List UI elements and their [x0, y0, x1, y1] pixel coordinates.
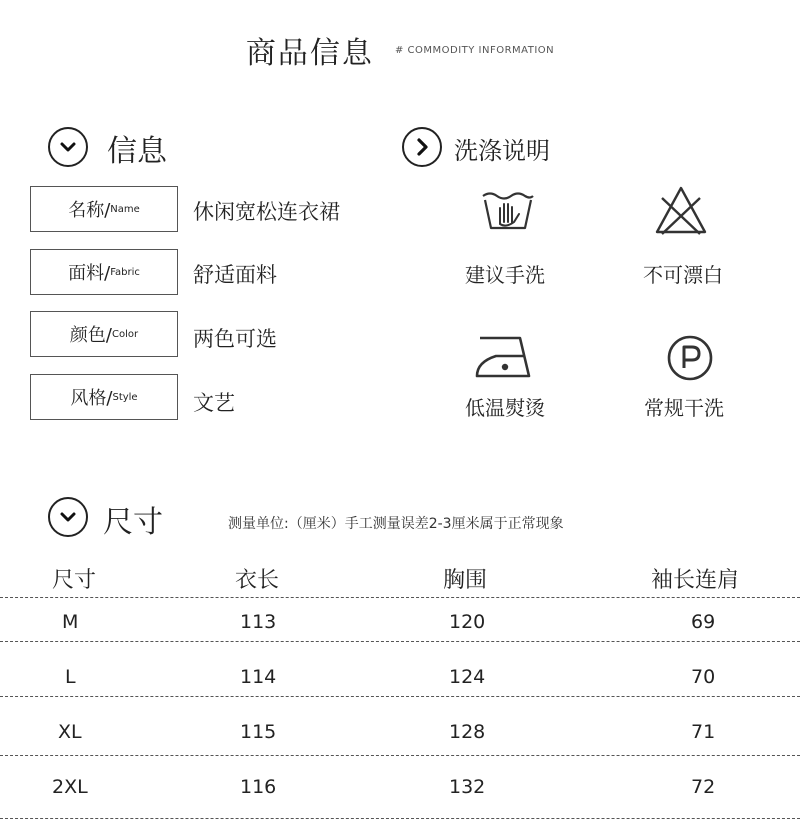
table-cell: 70 — [691, 666, 716, 688]
info-value-fabric: 舒适面料 — [193, 263, 277, 287]
table-cell: 115 — [240, 721, 277, 743]
wash-heading: 洗涤说明 — [454, 137, 550, 165]
info-label-cn: 面料/ — [68, 263, 111, 284]
table-cell: 120 — [449, 611, 486, 633]
info-label-style — [30, 374, 178, 420]
title-cn: 商品信息 — [245, 36, 374, 71]
title-en: # COMMODITY INFORMATION — [394, 44, 555, 56]
info-label-name — [30, 186, 178, 232]
info-label-fabric — [30, 249, 178, 295]
info-value-color: 两色可选 — [193, 327, 277, 351]
wash-label-dryclean: 常规干洗 — [644, 396, 724, 420]
wash-label-bleach: 不可漂白 — [643, 263, 723, 287]
table-divider — [0, 755, 800, 756]
table-cell: 69 — [691, 611, 716, 633]
info-value-name: 休闲宽松连衣裙 — [193, 200, 340, 224]
info-heading: 信息 — [107, 134, 167, 169]
info-label-cn: 颜色/ — [69, 325, 112, 346]
info-label-cn: 风格/ — [70, 388, 113, 409]
table-cell: 124 — [449, 666, 486, 688]
table-cell-size: L — [65, 666, 76, 688]
info-label-cn: 名称/ — [68, 200, 111, 221]
info-label-color — [30, 311, 178, 357]
size-col-header: 衣长 — [235, 568, 280, 593]
size-note: 测量单位:（厘米）手工测量误差2-3厘米属于正常现象 — [228, 516, 564, 532]
table-cell-size: XL — [58, 721, 82, 743]
table-cell: 132 — [449, 776, 486, 798]
chevron-down-icon — [48, 497, 88, 537]
table-cell: 114 — [240, 666, 277, 688]
table-divider — [0, 696, 800, 697]
no-bleach-icon — [654, 184, 708, 236]
info-label-en: Name — [110, 203, 140, 215]
wash-label-hand: 建议手洗 — [465, 263, 545, 287]
chevron-right-icon — [402, 127, 442, 167]
table-cell: 72 — [691, 776, 716, 798]
page-title — [0, 28, 800, 72]
info-value-style: 文艺 — [193, 391, 235, 415]
table-cell: 71 — [691, 721, 716, 743]
dry-clean-p-icon — [666, 334, 714, 382]
table-cell: 128 — [449, 721, 486, 743]
info-label-en: Color — [111, 328, 139, 340]
info-label-en: Fabric — [110, 266, 140, 278]
size-heading: 尺寸 — [103, 505, 163, 540]
chevron-down-icon — [48, 127, 88, 167]
table-cell-size: M — [62, 611, 79, 633]
low-iron-icon — [474, 336, 536, 380]
table-divider — [0, 641, 800, 642]
table-divider — [0, 597, 800, 598]
size-col-header: 尺寸 — [52, 568, 97, 593]
table-divider — [0, 818, 800, 819]
table-cell: 113 — [240, 611, 277, 633]
info-label-en: Style — [112, 391, 138, 403]
size-col-header: 胸围 — [443, 568, 488, 593]
size-col-header: 袖长连肩 — [651, 568, 740, 593]
hand-wash-icon — [480, 186, 536, 234]
wash-label-iron: 低温熨烫 — [465, 396, 545, 420]
table-cell-size: 2XL — [52, 776, 88, 798]
table-cell: 116 — [240, 776, 277, 798]
